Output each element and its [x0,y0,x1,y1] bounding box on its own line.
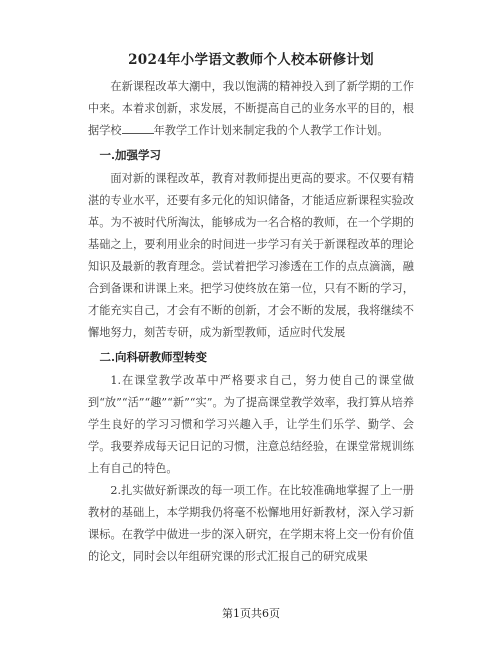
document-title: 2024年小学语文教师个人校本研修计划 [128,52,374,68]
section-2-paragraph-1: 1.在课堂教学改革中严格要求自己，努力使自己的课堂做到“放”“活”“趣”“新”“实”。为了提高课堂教学效率，我打算从培养学生良好的学习习惯和学习兴趣入手，让学生们乐学、勤学、会学。我要养成每天记日记的习惯，注意总结经验，在课堂常规训练上有自己的特色。 [88,374,414,475]
intro-paragraph [88,76,414,142]
section-heading-2: 二.向科研教师型转变 [99,350,208,364]
section-2-paragraph-2: 2.扎实做好新课改的每一项工作。在比较准确地掌握了上一册教材的基础上，本学期我仍将毫不松懈地用好新教材，深入学习新课标。在教学中做进一步的深入研究，在学期末将上交一份有价值的论文，同时会以年组研究课的形式汇报自己的研究成果 [88,484,414,563]
fill-in-blank [122,121,154,134]
section-1-paragraph-1: 面对新的课程改革，教育对教师提出更高的要求。不仅要有精湛的专业水平，还要有多元化的知识储备，才能适应新课程实验改革。为不被时代所淘汰，能够成为一名合格的教师，在一个学期的基础之上，要利用业余的时间进一步学习有关于新课程改革的理论知识及最新的教育理念。尝试着把学习渗透在工作的点点滴滴，融合到备课和讲课上来。把学习使终放在第一位，只有不断的学习，才能充实自己，才会有不断的创新，才会不断的发展，我将继续不懈地努力，刻苦专研，成为新型教师，适应时代发展 [88,172,414,339]
document-body [88,76,414,568]
intro-text-after-blank: 年教学工作计划来制定我的个人教学工作计划。 [153,124,389,137]
page-number-footer: 第1页共6页 [222,607,280,620]
intro-text-before-blank: 在新课程改革大潮中，我以饱满的精神投入到了新学期的工作中来。本着求创新，求发展，不断提高自己的业务水平的目的，根据学校 [88,80,414,137]
section-heading-1: 一.加强学习 [99,148,162,162]
